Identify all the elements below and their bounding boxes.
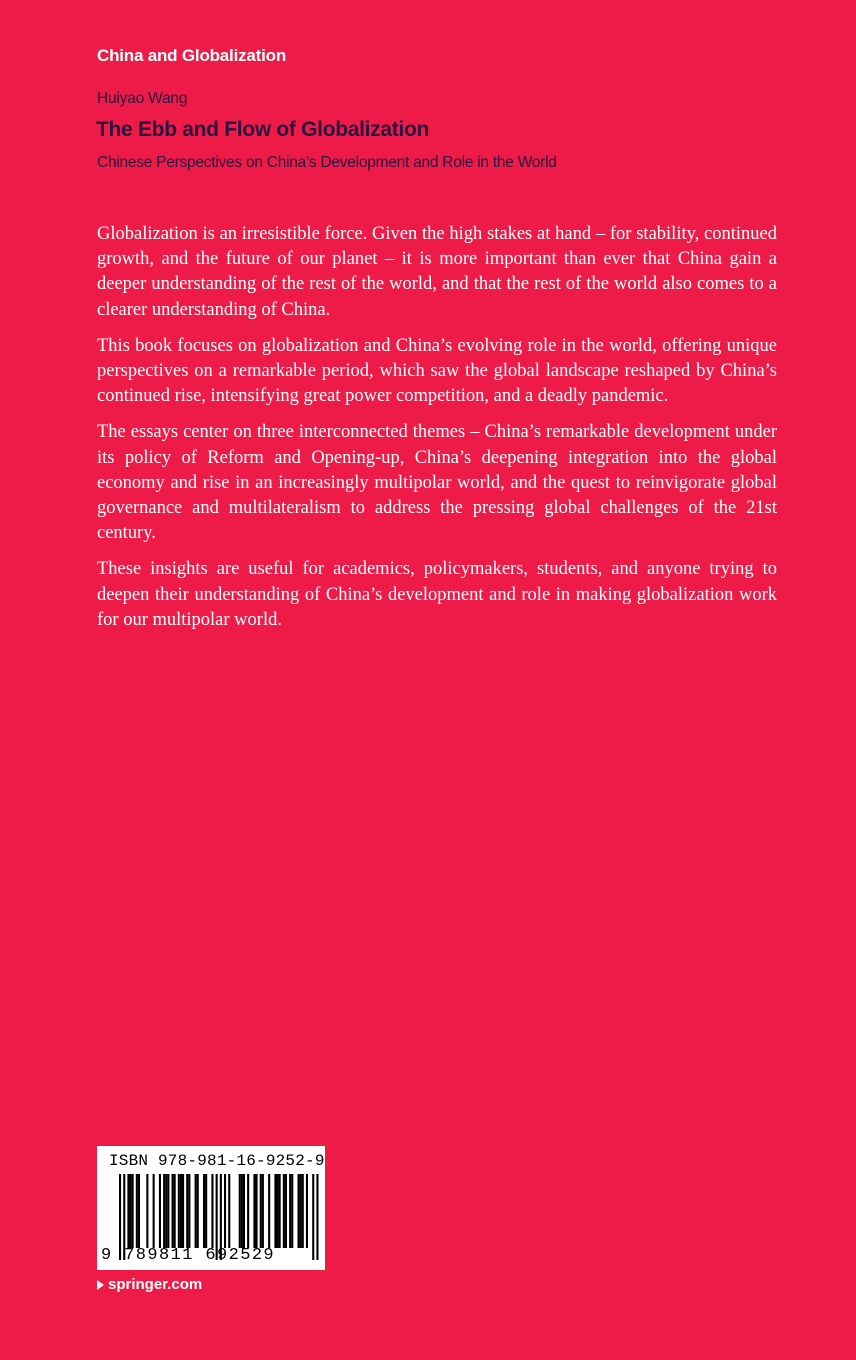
barcode-bar: [239, 1174, 241, 1248]
springer-link[interactable]: [97, 1276, 202, 1293]
blurb-paragraph-2: This book focuses on globalization and China’s evolving role in the world, offering unique perspectives on a remarkable period, which saw the global landscape reshaped by China’s continued rise, intensifying great power competition, and a deadly pandemic.: [97, 335, 777, 407]
barcode-bar: [262, 1174, 264, 1248]
barcode-bar: [203, 1174, 205, 1248]
barcode-bar: [298, 1174, 300, 1248]
barcode-bar: [289, 1174, 291, 1248]
barcode-bar: [178, 1174, 180, 1248]
blurb-paragraph-3: The essays center on three interconnected themes – China’s remarkable development under its policy of Reform and Opening-up, China’s deepening integration into the global economy and rise in an increasingly multipolar world, and the quest to reinvigorate global governance and multilateralism to address the pressing global challenges of the 21st century.: [97, 422, 777, 544]
barcode-bar: [316, 1174, 318, 1260]
series-title: China and Globalization: [97, 46, 287, 65]
barcode-bar: [138, 1174, 140, 1248]
barcode-bar: [172, 1174, 174, 1248]
barcode-bar: [291, 1174, 293, 1248]
barcode-bar: [153, 1174, 155, 1248]
barcode-bar: [312, 1174, 314, 1260]
barcode-bar: [197, 1174, 199, 1248]
barcode-bar: [205, 1174, 207, 1248]
author-name: Huiyao Wang: [97, 90, 188, 107]
barcode-bar: [186, 1174, 188, 1248]
barcode-bar: [180, 1174, 182, 1248]
barcode-bar: [132, 1174, 134, 1248]
barcode-bar: [283, 1174, 285, 1248]
barcode-bar: [274, 1174, 276, 1248]
barcode-bar: [146, 1174, 148, 1248]
barcode-bar: [302, 1174, 304, 1248]
barcode-bar: [260, 1174, 262, 1248]
barcode-bar: [130, 1174, 132, 1248]
barcode-bar: [268, 1174, 270, 1248]
triangle-right-icon: [97, 1280, 104, 1290]
barcode-bar: [167, 1174, 169, 1248]
barcode-bar: [136, 1174, 138, 1248]
barcode-bar: [285, 1174, 287, 1248]
barcode-bar: [279, 1174, 281, 1248]
barcode-bar: [163, 1174, 165, 1248]
barcode-bar: [182, 1174, 184, 1248]
barcode-bar: [256, 1174, 258, 1248]
barcode-bar: [188, 1174, 190, 1248]
barcode-bar: [211, 1174, 213, 1248]
barcode-bar: [241, 1174, 243, 1248]
book-title: The Ebb and Flow of Globalization: [96, 118, 430, 141]
barcode-bar: [253, 1174, 255, 1248]
blurb-paragraph-1: Globalization is an irresistible force. Given the high stakes at hand – for stability, continued growth, and the future of our planet – it is more important than ever that China gain a deeper understanding of the rest of the world, and that the rest of the world also comes to a clearer understanding of China.: [97, 224, 777, 320]
barcode-bar: [300, 1174, 302, 1248]
barcode-bar: [159, 1174, 161, 1248]
blurb-text: [97, 222, 777, 644]
ean-digits: 9 789811 692529: [101, 1246, 276, 1265]
barcode-bar: [277, 1174, 279, 1248]
blurb-paragraph-4: These insights are useful for academics, policymakers, students, and anyone trying to deepen their understanding of China’s development and role in making globalization work for our multipolar world.: [97, 559, 777, 630]
barcode-bar: [247, 1174, 249, 1248]
isbn-barcode: [97, 1146, 325, 1270]
barcode-bar: [224, 1174, 226, 1248]
book-subtitle: Chinese Perspectives on China’s Development and Role in the World: [97, 154, 557, 171]
barcode-bar: [195, 1174, 197, 1248]
barcode-bar: [306, 1174, 308, 1248]
barcode-bar: [228, 1174, 230, 1248]
isbn-label: ISBN 978-981-16-9252-9: [109, 1152, 325, 1170]
springer-link-label: springer.com: [108, 1276, 203, 1293]
barcode-bar: [243, 1174, 245, 1248]
barcode-bar: [174, 1174, 176, 1248]
barcode-bar: [165, 1174, 167, 1248]
barcode-bar: [127, 1174, 129, 1248]
